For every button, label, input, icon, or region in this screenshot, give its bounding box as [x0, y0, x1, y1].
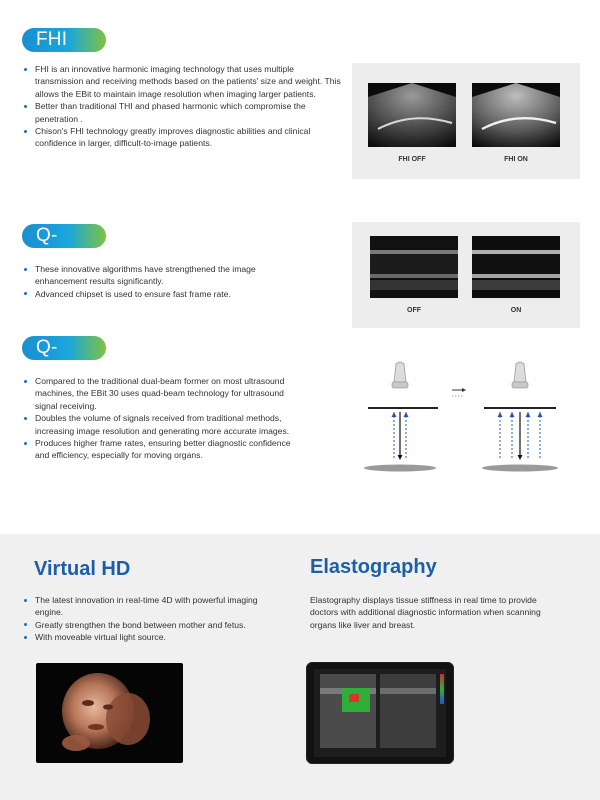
fhi-off-caption: FHI OFF	[398, 156, 426, 163]
virtual-hd-title: Virtual HD	[34, 558, 131, 580]
fhi-title: FHI	[36, 29, 68, 50]
qbeam-bullet-3: Produces higher frame rates, ensuring better diagnostic confidence and efficiency, especially for moving organs.	[22, 437, 302, 462]
qbeam-bullet-list	[22, 375, 302, 462]
qimage-on-image	[472, 236, 560, 298]
qbeam-bullet-2: Doubles the volume of signals received from traditional methods, increasing image resolution and generating more accurate images.	[22, 412, 302, 437]
virtual-hd-bullet-3: With moveable virtual light source.	[22, 631, 272, 643]
comparison-arrow-icon	[452, 388, 466, 396]
fhi-bullet-1: FHI is an innovative harmonic imaging technology that uses multiple transmission and receiving methods based on the patients' size and weight. This allows the EBit to maintain image resolution when imaging larger patients.	[22, 63, 342, 100]
fhi-on-caption: FHI ON	[504, 156, 528, 163]
qimage-on-caption: ON	[510, 307, 522, 314]
fhi-on-image	[472, 83, 560, 147]
qimage-image-panel	[352, 222, 580, 328]
virtual-hd-bullet-2: Greatly strengthen the bond between mother and fetus.	[22, 619, 272, 631]
elastography-tablet-image	[306, 662, 454, 764]
qbeam-bullet-1: Compared to the traditional dual-beam former on most ultrasound machines, the EBit 30 uses quad-beam technology for ultrasound signal receiving.	[22, 375, 302, 412]
qbeam-title-pill	[22, 336, 106, 382]
elastography-description: Elastography displays tissue stiffness in real time to provide doctors with additional diagnostic information when scanning organs like liver and breast.	[310, 595, 541, 630]
qimage-bullet-2: Advanced chipset is used to ensure fast frame rate.	[22, 288, 282, 300]
fhi-bullet-list	[22, 63, 342, 150]
qimage-bullet-1: These innovative algorithms have strengthened the image enhancement results significantly.	[22, 263, 282, 288]
fhi-off-image	[368, 83, 456, 147]
quad-beam-probe-icon	[512, 362, 528, 388]
virtual-hd-bullet-1: The latest innovation in real-time 4D with powerful imaging engine.	[22, 594, 272, 619]
fhi-image-panel	[352, 63, 580, 179]
qbeam-diagram	[360, 360, 580, 480]
elastography-title: Elastography	[310, 556, 437, 578]
dual-beam-probe-icon	[392, 362, 408, 388]
virtual-hd-fetus-image	[36, 663, 183, 763]
qimage-title-pill	[22, 224, 106, 270]
qbeam-title: Q-beam	[36, 337, 85, 382]
qimage-off-image	[370, 236, 458, 298]
fhi-bullet-3: Chison's FHI technology greatly improves diagnostic abilities and clinical confidence in larger, difficult-to-image patients.	[22, 125, 342, 150]
fhi-title-pill	[22, 28, 106, 52]
virtual-hd-bullet-list	[22, 594, 272, 644]
fhi-bullet-2: Better than traditional THI and phased harmonic which compromise the penetration .	[22, 100, 342, 125]
qimage-off-caption: OFF	[407, 307, 421, 314]
qimage-title: Q-image	[36, 225, 89, 270]
qimage-bullet-list	[22, 263, 282, 300]
